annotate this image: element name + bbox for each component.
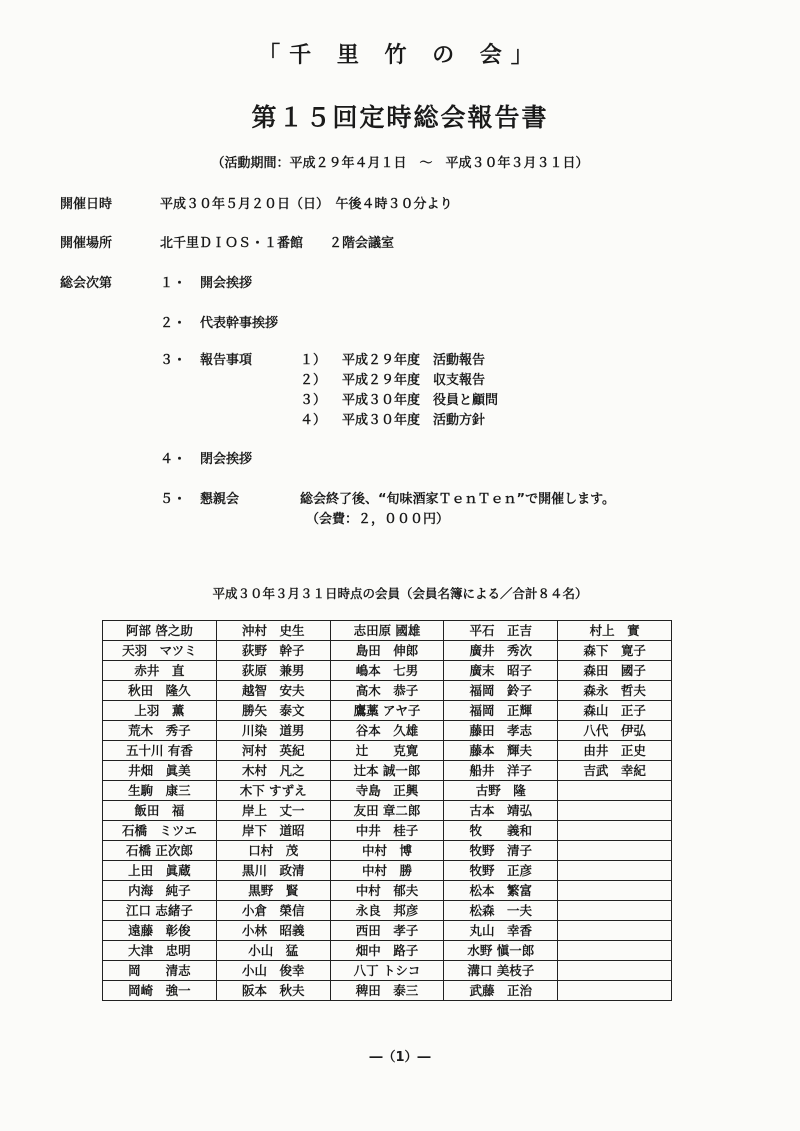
member-name-cell: 河村 英紀 (216, 741, 330, 761)
agenda-item-4: 閉会挨拶 (200, 452, 253, 467)
member-name-cell: 小林 昭義 (216, 921, 330, 941)
member-name-cell (558, 981, 672, 1001)
member-name-cell: 廣末 昭子 (444, 661, 558, 681)
member-name-cell: 廣井 秀次 (444, 641, 558, 661)
report-title: 第１５回定時総会報告書 (251, 103, 549, 132)
member-name-cell: 中井 桂子 (330, 821, 444, 841)
member-name-cell: 阿部 啓之助 (103, 621, 217, 641)
table-row (103, 981, 672, 1001)
table-row (103, 641, 672, 661)
member-name-cell (558, 881, 672, 901)
activity-period: （活動期間：平成２９年４月１日 ～ 平成３０年３月３１日） (211, 156, 589, 171)
member-name-cell: 福岡 鈴子 (444, 681, 558, 701)
member-name-cell (558, 841, 672, 861)
member-name-cell: 志田原 國雄 (330, 621, 444, 641)
table-row (103, 781, 672, 801)
table-row (103, 761, 672, 781)
report-item-4: ４） 平成３０年度 活動方針 (300, 413, 486, 428)
member-name-cell: 岸上 丈一 (216, 801, 330, 821)
report-item-2: ２） 平成２９年度 収支報告 (300, 373, 486, 388)
table-row (103, 941, 672, 961)
table-row (103, 621, 672, 641)
member-name-cell: 溝口 美枝子 (444, 961, 558, 981)
member-name-cell (558, 941, 672, 961)
member-name-cell (558, 861, 672, 881)
member-name-cell: 黒野 賢 (216, 881, 330, 901)
party-fee: （会費：２，０００円） (306, 512, 450, 527)
agenda-item-5: 懇親会 (200, 492, 240, 507)
member-name-cell: 由井 正史 (558, 741, 672, 761)
member-name-cell: 嶋本 七男 (330, 661, 444, 681)
member-name-cell: 岡 清志 (103, 961, 217, 981)
member-name-cell: 内海 純子 (103, 881, 217, 901)
member-name-cell (558, 821, 672, 841)
member-name-cell: 友田 章二郎 (330, 801, 444, 821)
member-name-cell: 上田 眞蔵 (103, 861, 217, 881)
member-name-cell: 飯田 福 (103, 801, 217, 821)
table-row (103, 921, 672, 941)
member-name-cell: 中村 勝 (330, 861, 444, 881)
org-title: 「千 里 竹 の 会」 (258, 43, 542, 68)
member-name-cell: 岡崎 強一 (103, 981, 217, 1001)
member-name-cell: 永良 邦彦 (330, 901, 444, 921)
agenda-item-3: 報告事項 (200, 353, 253, 368)
member-name-cell: 辻 克寛 (330, 741, 444, 761)
party-note: 総会終了後、“旬味酒家ＴｅｎＴｅｎ”で開催します。 (300, 492, 616, 507)
member-name-cell: 森下 寛子 (558, 641, 672, 661)
member-name-cell (558, 801, 672, 821)
member-name-cell: 江口 志緒子 (103, 901, 217, 921)
member-name-cell: 赤井 直 (103, 661, 217, 681)
member-name-cell: 平石 正吉 (444, 621, 558, 641)
table-row (103, 801, 672, 821)
table-row (103, 661, 672, 681)
member-name-cell: 木村 凡之 (216, 761, 330, 781)
member-name-cell: 辻本 誠一郎 (330, 761, 444, 781)
member-name-cell: 井畑 眞美 (103, 761, 217, 781)
member-name-cell: 口村 茂 (216, 841, 330, 861)
member-name-cell: 牧 義和 (444, 821, 558, 841)
member-name-cell: 小山 猛 (216, 941, 330, 961)
member-name-cell (558, 901, 672, 921)
member-name-cell: 中村 郁夫 (330, 881, 444, 901)
agenda-num-4: ４・ (160, 452, 187, 467)
report-item-3: ３） 平成３０年度 役員と顧問 (300, 393, 499, 408)
table-row (103, 721, 672, 741)
member-name-cell: 小倉 榮信 (216, 901, 330, 921)
member-name-cell: 荒木 秀子 (103, 721, 217, 741)
date-value: 平成３０年５月２０日（日） 午後４時３０分より (160, 197, 453, 212)
member-name-cell: 古本 靖弘 (444, 801, 558, 821)
member-name-cell: 森田 國子 (558, 661, 672, 681)
member-name-cell: 森永 哲夫 (558, 681, 672, 701)
venue-value: 北千里ＤＩＯＳ・１番館 ２階会議室 (160, 236, 395, 251)
member-name-cell: 上羽 薫 (103, 701, 217, 721)
member-name-cell: 八代 伊弘 (558, 721, 672, 741)
agenda-num-5: ５・ (160, 492, 187, 507)
agenda-num-2: ２・ (160, 316, 187, 331)
member-name-cell: 五十川 有香 (103, 741, 217, 761)
agenda-item-1: 開会挨拶 (200, 276, 253, 291)
member-name-cell: 藤田 孝志 (444, 721, 558, 741)
agenda-num-3: ３・ (160, 353, 187, 368)
member-name-cell: 村上 實 (558, 621, 672, 641)
member-name-cell: 谷本 久雄 (330, 721, 444, 741)
agenda-item-2: 代表幹事挨拶 (200, 316, 279, 331)
member-name-cell: 大津 忠明 (103, 941, 217, 961)
member-name-cell: 古野 隆 (444, 781, 558, 801)
member-name-cell: 高木 恭子 (330, 681, 444, 701)
member-name-cell: 福岡 正輝 (444, 701, 558, 721)
member-name-cell: 鷹藁 アヤ子 (330, 701, 444, 721)
member-name-cell: 石橋 ミツエ (103, 821, 217, 841)
table-row (103, 961, 672, 981)
member-name-cell: 松本 繁富 (444, 881, 558, 901)
member-name-cell: 荻野 幹子 (216, 641, 330, 661)
report-item-1: １） 平成２９年度 活動報告 (300, 353, 486, 368)
members-caption: 平成３０年３月３１日時点の会員（会員名簿による／合計８４名） (212, 586, 588, 601)
member-name-cell: 遠藤 彰俊 (103, 921, 217, 941)
member-name-cell: 阪本 秋夫 (216, 981, 330, 1001)
member-name-cell: 越智 安夫 (216, 681, 330, 701)
member-name-cell: 木下 すずえ (216, 781, 330, 801)
member-name-cell: 八丁 トシコ (330, 961, 444, 981)
agenda-label: 総会次第 (60, 276, 113, 291)
member-name-cell: 生駒 康三 (103, 781, 217, 801)
member-name-cell: 勝矢 泰文 (216, 701, 330, 721)
member-name-cell: 黒川 政清 (216, 861, 330, 881)
member-name-cell: 西田 孝子 (330, 921, 444, 941)
table-row (103, 741, 672, 761)
member-name-cell (558, 961, 672, 981)
member-name-cell (558, 921, 672, 941)
table-row (103, 681, 672, 701)
table-row (103, 861, 672, 881)
member-name-cell: 石橋 正次郎 (103, 841, 217, 861)
member-name-cell: 岸下 道昭 (216, 821, 330, 841)
member-name-cell: 天羽 マツミ (103, 641, 217, 661)
member-name-cell: 牧野 正彦 (444, 861, 558, 881)
table-row (103, 881, 672, 901)
member-name-cell: 寺島 正興 (330, 781, 444, 801)
date-label: 開催日時 (60, 197, 113, 212)
table-row (103, 701, 672, 721)
member-name-cell: 中村 博 (330, 841, 444, 861)
agenda-num-1: １・ (160, 276, 187, 291)
member-name-cell: 小山 俊幸 (216, 961, 330, 981)
venue-label: 開催場所 (60, 236, 113, 251)
member-name-cell: 吉武 幸紀 (558, 761, 672, 781)
member-name-cell: 船井 洋子 (444, 761, 558, 781)
member-name-cell: 松森 一夫 (444, 901, 558, 921)
page-number: ―（1）― (369, 1050, 431, 1065)
table-row (103, 841, 672, 861)
members-table (102, 620, 672, 1001)
member-name-cell: 森山 正子 (558, 701, 672, 721)
member-name-cell: 畑中 路子 (330, 941, 444, 961)
member-name-cell: 稗田 泰三 (330, 981, 444, 1001)
member-name-cell: 川染 道男 (216, 721, 330, 741)
member-name-cell: 武藤 正治 (444, 981, 558, 1001)
member-name-cell: 島田 伸郎 (330, 641, 444, 661)
table-row (103, 901, 672, 921)
member-name-cell: 牧野 清子 (444, 841, 558, 861)
table-row (103, 821, 672, 841)
member-name-cell: 沖村 史生 (216, 621, 330, 641)
member-name-cell: 水野 愼一郎 (444, 941, 558, 961)
member-name-cell: 藤本 輝夫 (444, 741, 558, 761)
member-name-cell: 荻原 兼男 (216, 661, 330, 681)
member-name-cell (558, 781, 672, 801)
member-name-cell: 丸山 幸香 (444, 921, 558, 941)
member-name-cell: 秋田 隆久 (103, 681, 217, 701)
